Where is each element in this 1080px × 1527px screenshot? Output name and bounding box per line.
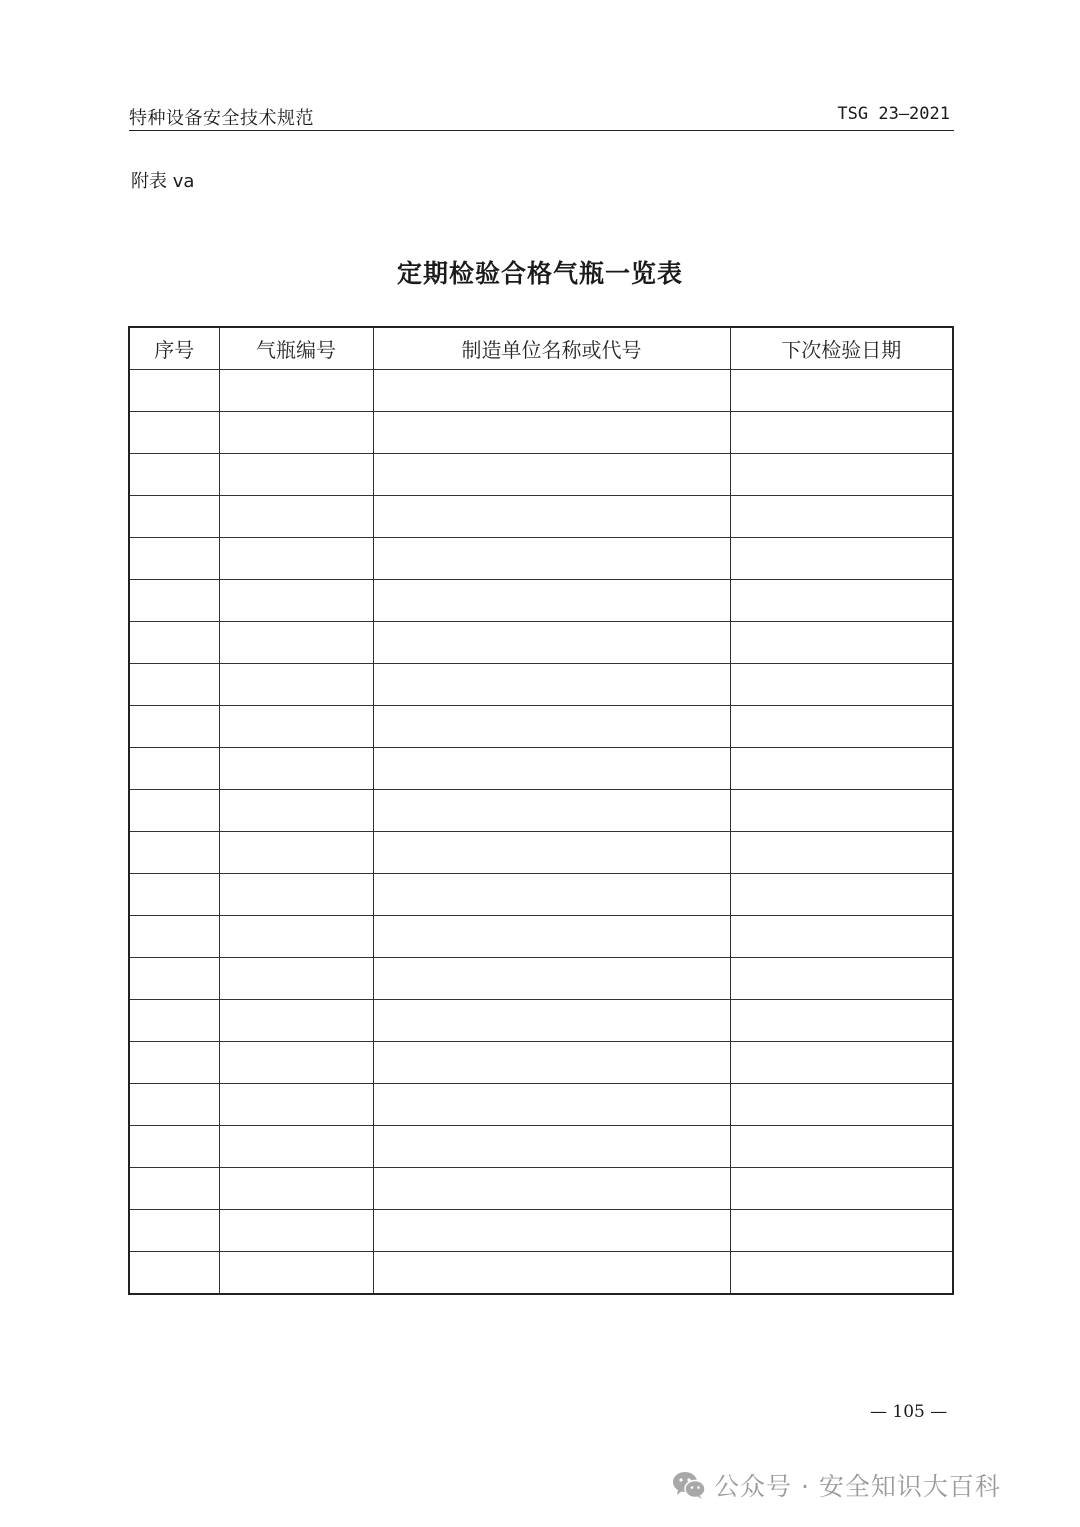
cell-next-inspection-date [730, 1000, 953, 1042]
cell-cylinder-no [219, 1210, 373, 1252]
table-row [129, 916, 953, 958]
cell-serial-no [129, 580, 219, 622]
table-row [129, 832, 953, 874]
cell-cylinder-no [219, 454, 373, 496]
table-row [129, 580, 953, 622]
cell-cylinder-no [219, 622, 373, 664]
cell-cylinder-no [219, 832, 373, 874]
cell-cylinder-no [219, 1084, 373, 1126]
column-header-next-inspection-date: 下次检验日期 [730, 327, 953, 370]
cell-serial-no [129, 874, 219, 916]
table-row [129, 412, 953, 454]
table-row [129, 370, 953, 412]
column-header-manufacturer: 制造单位名称或代号 [373, 327, 730, 370]
cell-next-inspection-date [730, 958, 953, 1000]
cell-cylinder-no [219, 580, 373, 622]
cell-serial-no [129, 916, 219, 958]
cell-manufacturer [373, 664, 730, 706]
header-spec-name: 特种设备安全技术规范 [129, 108, 314, 129]
cell-manufacturer [373, 1042, 730, 1084]
cell-next-inspection-date [730, 874, 953, 916]
cell-serial-no [129, 538, 219, 580]
cell-manufacturer [373, 1084, 730, 1126]
cell-next-inspection-date [730, 1210, 953, 1252]
cell-manufacturer [373, 538, 730, 580]
table-row [129, 538, 953, 580]
table-row [129, 706, 953, 748]
cell-manufacturer [373, 454, 730, 496]
table-row [129, 1252, 953, 1295]
cell-manufacturer [373, 1126, 730, 1168]
cell-cylinder-no [219, 790, 373, 832]
cell-manufacturer [373, 874, 730, 916]
cell-serial-no [129, 1042, 219, 1084]
cell-next-inspection-date [730, 664, 953, 706]
table-row [129, 1168, 953, 1210]
cell-manufacturer [373, 622, 730, 664]
cell-manufacturer [373, 412, 730, 454]
table-row [129, 1042, 953, 1084]
table-row [129, 454, 953, 496]
cell-manufacturer [373, 706, 730, 748]
cell-serial-no [129, 1168, 219, 1210]
cell-cylinder-no [219, 1000, 373, 1042]
cell-cylinder-no [219, 370, 373, 412]
column-header-cylinder-no: 气瓶编号 [219, 327, 373, 370]
cell-cylinder-no [219, 664, 373, 706]
cell-next-inspection-date [730, 790, 953, 832]
cell-serial-no [129, 1084, 219, 1126]
table-row [129, 664, 953, 706]
cell-next-inspection-date [730, 706, 953, 748]
watermark-text: 公众号 · 安全知识大百科 [714, 1472, 1001, 1501]
cell-serial-no [129, 1210, 219, 1252]
page-title: 定期检验合格气瓶一览表 [396, 259, 683, 288]
cell-next-inspection-date [730, 454, 953, 496]
cell-cylinder-no [219, 1042, 373, 1084]
page-number: — 105 — [870, 1402, 948, 1422]
appendix-label: 附表 va [131, 171, 195, 192]
cell-manufacturer [373, 832, 730, 874]
cell-cylinder-no [219, 706, 373, 748]
column-header-serial-no: 序号 [129, 327, 219, 370]
cell-manufacturer [373, 748, 730, 790]
cell-next-inspection-date [730, 412, 953, 454]
cell-next-inspection-date [730, 1126, 953, 1168]
wechat-icon [672, 1470, 706, 1500]
cell-next-inspection-date [730, 1168, 953, 1210]
table-row [129, 496, 953, 538]
cell-serial-no [129, 958, 219, 1000]
cell-serial-no [129, 748, 219, 790]
cell-manufacturer [373, 370, 730, 412]
table-body [129, 370, 953, 1295]
cell-manufacturer [373, 1000, 730, 1042]
cell-next-inspection-date [730, 916, 953, 958]
cell-next-inspection-date [730, 832, 953, 874]
cell-serial-no [129, 370, 219, 412]
cell-serial-no [129, 664, 219, 706]
cylinder-list-table [128, 326, 954, 1295]
cell-serial-no [129, 790, 219, 832]
cell-next-inspection-date [730, 1042, 953, 1084]
cell-serial-no [129, 412, 219, 454]
table-row [129, 1210, 953, 1252]
cell-next-inspection-date [730, 580, 953, 622]
cell-cylinder-no [219, 496, 373, 538]
cell-next-inspection-date [730, 496, 953, 538]
cell-serial-no [129, 1000, 219, 1042]
cell-next-inspection-date [730, 370, 953, 412]
table-row [129, 622, 953, 664]
cell-serial-no [129, 1252, 219, 1295]
cell-next-inspection-date [730, 748, 953, 790]
header-standard-code: TSG 23—2021 [837, 104, 950, 124]
table-row [129, 1084, 953, 1126]
cell-serial-no [129, 454, 219, 496]
cell-manufacturer [373, 1210, 730, 1252]
cell-manufacturer [373, 916, 730, 958]
cell-cylinder-no [219, 412, 373, 454]
cell-cylinder-no [219, 1126, 373, 1168]
cell-manufacturer [373, 1168, 730, 1210]
watermark [672, 1465, 1001, 1505]
cell-serial-no [129, 706, 219, 748]
table-row [129, 874, 953, 916]
table-header-row [129, 327, 953, 370]
cell-next-inspection-date [730, 1252, 953, 1295]
cell-cylinder-no [219, 748, 373, 790]
cell-manufacturer [373, 958, 730, 1000]
cell-manufacturer [373, 580, 730, 622]
cell-cylinder-no [219, 916, 373, 958]
cell-next-inspection-date [730, 1084, 953, 1126]
cell-serial-no [129, 496, 219, 538]
cell-manufacturer [373, 496, 730, 538]
cell-cylinder-no [219, 538, 373, 580]
table-row [129, 790, 953, 832]
page-header [129, 100, 954, 131]
cell-serial-no [129, 832, 219, 874]
table-row [129, 1000, 953, 1042]
table-row [129, 958, 953, 1000]
table-row [129, 1126, 953, 1168]
cell-next-inspection-date [730, 538, 953, 580]
cell-cylinder-no [219, 1252, 373, 1295]
cell-manufacturer [373, 1252, 730, 1295]
cell-serial-no [129, 622, 219, 664]
cell-cylinder-no [219, 1168, 373, 1210]
table-row [129, 748, 953, 790]
cell-next-inspection-date [730, 622, 953, 664]
cell-manufacturer [373, 790, 730, 832]
cell-cylinder-no [219, 874, 373, 916]
cell-serial-no [129, 1126, 219, 1168]
cell-cylinder-no [219, 958, 373, 1000]
